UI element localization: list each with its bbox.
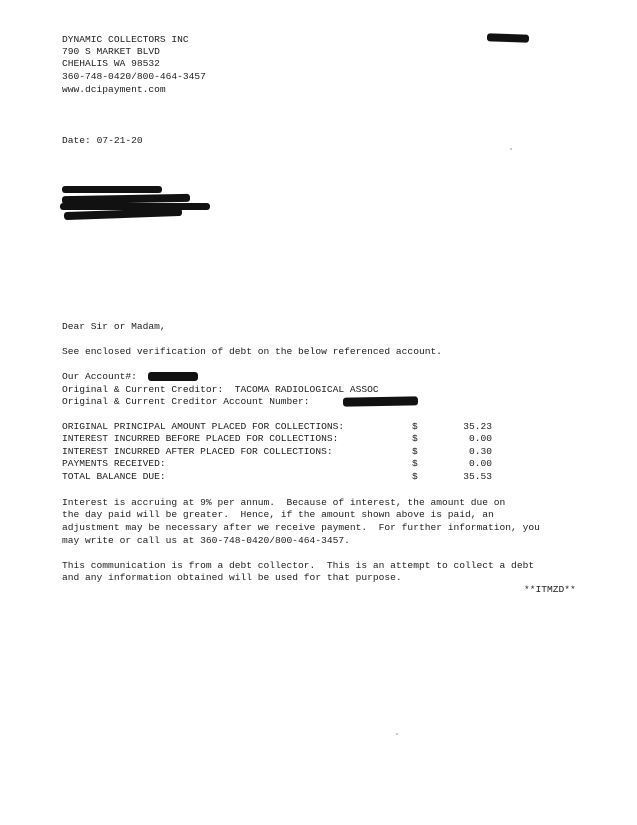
amount-label: TOTAL BALANCE DUE: — [62, 471, 166, 482]
redaction-mark — [343, 396, 418, 406]
amount-value: 0.00 — [468, 458, 492, 469]
amount-value: 35.53 — [463, 471, 492, 482]
amount-label: ORIGINAL PRINCIPAL AMOUNT PLACED FOR COLLECTIONS: — [62, 421, 345, 432]
amount-row — [62, 421, 492, 433]
sender-name: DYNAMIC COLLECTORS INC — [62, 34, 189, 45]
sender-street: 790 S MARKET BLVD — [62, 46, 160, 57]
creditor-label: Original & Current Creditor: — [62, 384, 224, 395]
disclosure-line: This communication is from a debt collector. This is an attempt to collect a debt — [62, 560, 535, 571]
redaction-mark — [62, 186, 162, 193]
currency-symbol: $ — [412, 471, 418, 482]
currency-symbol: $ — [412, 458, 418, 469]
scan-speck — [510, 148, 512, 150]
redaction-mark — [487, 33, 529, 42]
creditor-line — [62, 384, 379, 396]
amount-value: 0.30 — [468, 446, 492, 457]
date-value: 07-21-20 — [96, 135, 143, 146]
interest-paragraph-line: adjustment may be necessary after we receive payment. For further information, you — [62, 522, 540, 533]
interest-paragraph-line: may write or call us at 360-748-0420/800-464-3457. — [62, 535, 350, 546]
creditor-value: TACOMA RADIOLOGICAL ASSOC — [234, 384, 379, 395]
date-line — [62, 135, 143, 147]
sender-phone: 360-748-0420/800-464-3457 — [62, 71, 206, 82]
footer-code: **ITMZD** — [524, 584, 576, 595]
currency-symbol: $ — [412, 421, 418, 432]
salutation: Dear Sir or Madam, — [62, 321, 166, 332]
scan-speck — [396, 733, 398, 735]
our-account-label: Our Account#: — [62, 371, 137, 382]
intro-text: See enclosed verification of debt on the below referenced account. — [62, 346, 442, 357]
amount-label: PAYMENTS RECEIVED: — [62, 458, 166, 469]
sender-website: www.dcipayment.com — [62, 84, 166, 95]
redaction-mark — [148, 372, 198, 381]
amount-row — [62, 458, 492, 470]
disclosure-line: and any information obtained will be used for that purpose. — [62, 572, 402, 583]
amount-label: INTEREST INCURRED AFTER PLACED FOR COLLECTIONS: — [62, 446, 333, 457]
currency-symbol: $ — [412, 433, 418, 444]
sender-city: CHEHALIS WA 98532 — [62, 58, 160, 69]
amount-value: 35.23 — [463, 421, 492, 432]
creditor-account-label: Original & Current Creditor Account Number: — [62, 396, 310, 407]
currency-symbol: $ — [412, 446, 418, 457]
interest-paragraph-line: Interest is accruing at 9% per annum. Because of interest, the amount due on — [62, 497, 506, 508]
amount-value: 0.00 — [468, 433, 492, 444]
amount-row-total — [62, 471, 492, 483]
interest-paragraph-line: the day paid will be greater. Hence, if the amount shown above is paid, an — [62, 509, 494, 520]
amount-row — [62, 433, 492, 445]
date-label: Date: — [62, 135, 91, 146]
amount-label: INTEREST INCURRED BEFORE PLACED FOR COLLECTIONS: — [62, 433, 339, 444]
amount-row — [62, 446, 492, 458]
